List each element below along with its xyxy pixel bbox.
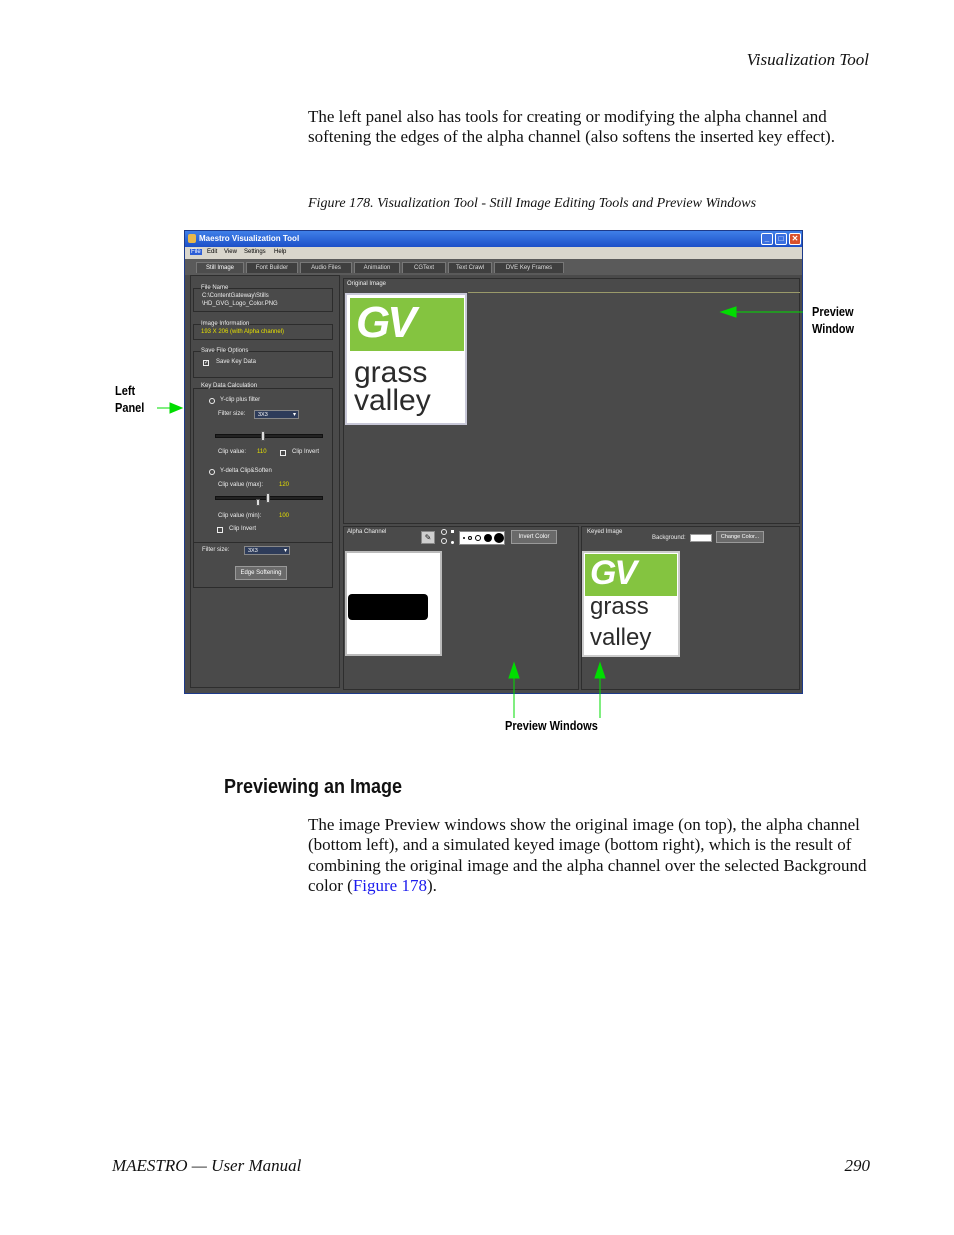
menu-help[interactable]: Help: [274, 249, 287, 255]
menu-settings[interactable]: Settings: [244, 249, 266, 255]
figure-caption: Figure 178. Visualization Tool - Still Image Editing Tools and Preview Windows: [308, 196, 757, 211]
original-image-label: Original Image: [347, 281, 387, 287]
arrow-alpha-head: [509, 663, 519, 678]
maximize-button[interactable]: □: [775, 233, 787, 245]
ydelta-label: Y-delta Clip&Soften: [220, 468, 272, 474]
keyed-logo-word-grass-text: grass: [590, 593, 649, 620]
arrow-left-panel-head: [170, 403, 182, 413]
keyed-image-label: Keyed Image: [587, 529, 623, 535]
menu-file[interactable]: File: [191, 249, 201, 255]
file-name-label: File Name: [201, 285, 229, 291]
intro-paragraph: The left panel also has tools for creating or modifying the alpha channel and softening the edges of the alpha channel (also softens the inserted key effect).: [308, 107, 835, 147]
close-button[interactable]: ✕: [789, 233, 801, 245]
clip-value-label: Clip value:: [218, 449, 247, 455]
tab-font-builder[interactable]: Font Builder: [246, 262, 298, 273]
background-label: Background:: [652, 535, 686, 541]
eyedropper-icon[interactable]: ✎: [421, 531, 435, 544]
image-info-label: Image Information: [201, 321, 250, 327]
running-header: Visualization Tool: [746, 50, 869, 69]
logo-word-grass: grass: [354, 356, 428, 389]
menu-view[interactable]: View: [224, 249, 237, 255]
section-paragraph-text: The image Preview windows show the original image (on top), the alpha channel (bottom left), and a simulated keyed image (bottom right), which is the result of combining the original image and the alpha channel over the selected Background color (: [308, 815, 867, 896]
tab-dve-key-frames[interactable]: DVE Key Frames: [494, 262, 564, 273]
arrow-keyed-head: [595, 663, 605, 678]
keyed-gv-logo-text: GV: [590, 554, 636, 592]
arrow-preview-window-head: [721, 307, 736, 317]
file-path-line2: \HD_GVG_Logo_Color.PNG: [202, 301, 278, 307]
clip-invert2-label: Clip Invert: [229, 526, 257, 532]
yclip-label: Y-clip plus filter: [220, 397, 261, 403]
gv-logo-text: GV: [356, 298, 414, 347]
callout-preview-window-line1: Preview: [812, 305, 854, 319]
section-paragraph-end: ).: [426, 876, 437, 896]
change-color-button[interactable]: Change Color...: [716, 531, 764, 543]
filter-size2-label: Filter size:: [202, 547, 230, 553]
menu-edit[interactable]: Edit: [207, 249, 218, 255]
image-info-value: 193 X 206 (with Alpha channel): [201, 329, 285, 335]
clip-max-label: Clip value (max):: [218, 482, 264, 488]
callout-left-panel-line1: Left: [115, 384, 136, 398]
invert-color-button[interactable]: Invert Color: [511, 530, 557, 544]
tab-still-image[interactable]: Still Image: [196, 262, 244, 273]
figure-178-link[interactable]: Figure 178: [352, 876, 427, 896]
tab-animation[interactable]: Animation: [354, 262, 400, 273]
footer-page-number: 290: [844, 1156, 870, 1175]
callout-preview-windows: Preview Windows: [505, 719, 598, 733]
save-options-label: Save File Options: [201, 348, 249, 354]
filter-size2-select[interactable]: 3X3 ▾: [244, 546, 290, 555]
filter-size-label: Filter size:: [218, 411, 246, 417]
keyed-logo-word-valley: valley: [590, 624, 652, 651]
alpha-channel-label: Alpha Channel: [347, 529, 387, 535]
file-path-line1: C:\ContentGateway\Stills: [202, 293, 269, 299]
callout-left-panel-line2: Panel: [115, 401, 145, 415]
section-heading: Previewing an Image: [224, 776, 403, 798]
footer-manual-title: MAESTRO — User Manual: [112, 1156, 302, 1175]
key-data-label: Key Data Calculation: [201, 383, 258, 389]
tab-cgtext[interactable]: CGText: [402, 262, 446, 273]
clip-max-value: 120: [279, 482, 290, 488]
minimize-button[interactable]: _: [761, 233, 773, 245]
filter-size-select[interactable]: 3X3 ▾: [254, 410, 299, 419]
save-key-data-checkbox[interactable]: ✓: [204, 360, 210, 366]
tab-text-crawl[interactable]: Text Crawl: [448, 262, 492, 273]
window-title: Maestro Visualization Tool: [199, 234, 300, 243]
save-key-data-label: Save Key Data: [216, 359, 257, 365]
clip-min-value: 100: [279, 513, 290, 519]
logo-word-valley: valley: [354, 384, 431, 417]
clip-value: 110: [257, 449, 267, 455]
tab-audio-files[interactable]: Audio Files: [300, 262, 352, 273]
section-paragraph: [308, 815, 873, 897]
clip-invert-label: Clip Invert: [292, 449, 320, 455]
callout-preview-window-line2: Window: [812, 322, 855, 336]
clip-min-label: Clip value (min):: [218, 513, 262, 519]
edge-softening-button[interactable]: Edge Softening: [235, 566, 287, 580]
